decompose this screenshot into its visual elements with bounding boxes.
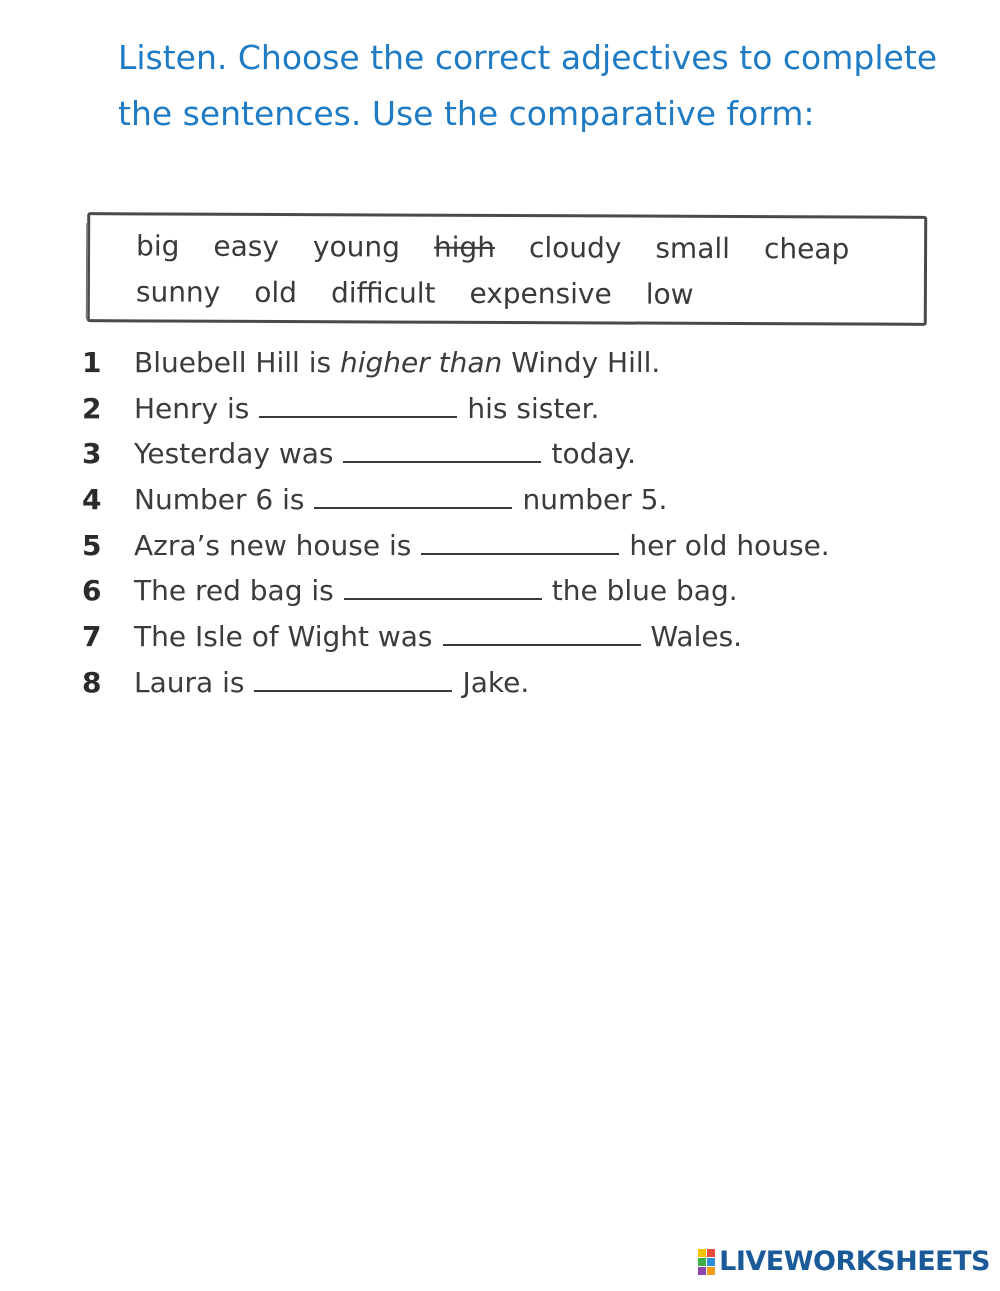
logo-tile [707,1267,715,1275]
word-row-1 [136,229,883,265]
item-number: 7 [82,620,102,654]
item-number: 5 [82,528,102,562]
word-item: sunny [135,275,221,309]
item-number: 8 [82,665,102,699]
brand-name: LIVEWORKSHEETS [719,1246,990,1277]
item-number: 6 [82,574,102,608]
item-text-before: The red bag is [134,574,334,608]
instructions-line-1: Listen. Choose the correct adjectives to complete [118,38,938,77]
word-item: difficult [330,276,436,310]
word-box [87,212,927,326]
answer-blank[interactable] [443,643,641,646]
exercise-list [82,346,830,712]
instructions [118,30,988,142]
exercise-item [82,437,830,483]
word-item: small [655,231,731,265]
word-item: expensive [469,276,612,311]
item-text-after: his sister. [467,391,600,425]
answer-blank[interactable] [254,689,452,692]
word-item: big [136,229,180,263]
item-text-before: Azra’s new house is [134,528,412,562]
answer-blank[interactable] [344,597,542,600]
item-text-before: Bluebell Hill is [134,346,340,379]
instructions-line-2: the sentences. Use the comparative form: [118,94,815,133]
item-text-before: The Isle of Wight was [134,620,433,654]
logo-tile [698,1258,706,1266]
exercise-item [82,392,830,438]
item-number: 2 [82,391,102,425]
item-text-before: Laura is [134,665,245,699]
item-number: 4 [82,483,102,517]
item-text-before: Henry is [134,391,250,425]
word-item: low [645,277,694,311]
item-text-after: her old house. [629,528,830,562]
logo-tile [707,1258,715,1266]
exercise-item [82,666,830,712]
exercise-item [82,483,830,529]
word-item: easy [213,229,280,264]
item-number: 3 [82,437,102,471]
answer-blank[interactable] [421,552,619,555]
item-number: 1 [82,346,102,379]
exercise-item [82,574,830,620]
word-item: young [312,230,401,264]
example-answer: higher than [339,346,503,379]
exercise-item [82,346,830,392]
word-item: cheap [763,232,850,266]
item-text-after: today. [551,437,637,471]
word-item: old [254,275,298,310]
item-text-after: Windy Hill. [502,346,661,379]
item-text [134,346,660,379]
word-item-struck: high [433,230,496,264]
answer-blank[interactable] [314,506,512,509]
item-text-after: the blue bag. [551,574,738,608]
logo-tile [707,1249,715,1257]
item-text-after: Jake. [462,665,530,699]
liveworksheets-footer [698,1246,990,1277]
liveworksheets-logo-icon [698,1249,715,1275]
word-row-2 [136,275,728,311]
item-text-before: Number 6 is [134,483,305,517]
logo-tile [698,1267,706,1275]
word-item: cloudy [528,231,622,265]
answer-blank[interactable] [259,415,457,418]
exercise-item [82,620,830,666]
item-text-before: Yesterday was [134,437,334,471]
logo-tile [698,1249,706,1257]
item-text-after: Wales. [650,620,743,654]
exercise-item [82,529,830,575]
answer-blank[interactable] [343,460,541,463]
item-text-after: number 5. [522,483,668,517]
